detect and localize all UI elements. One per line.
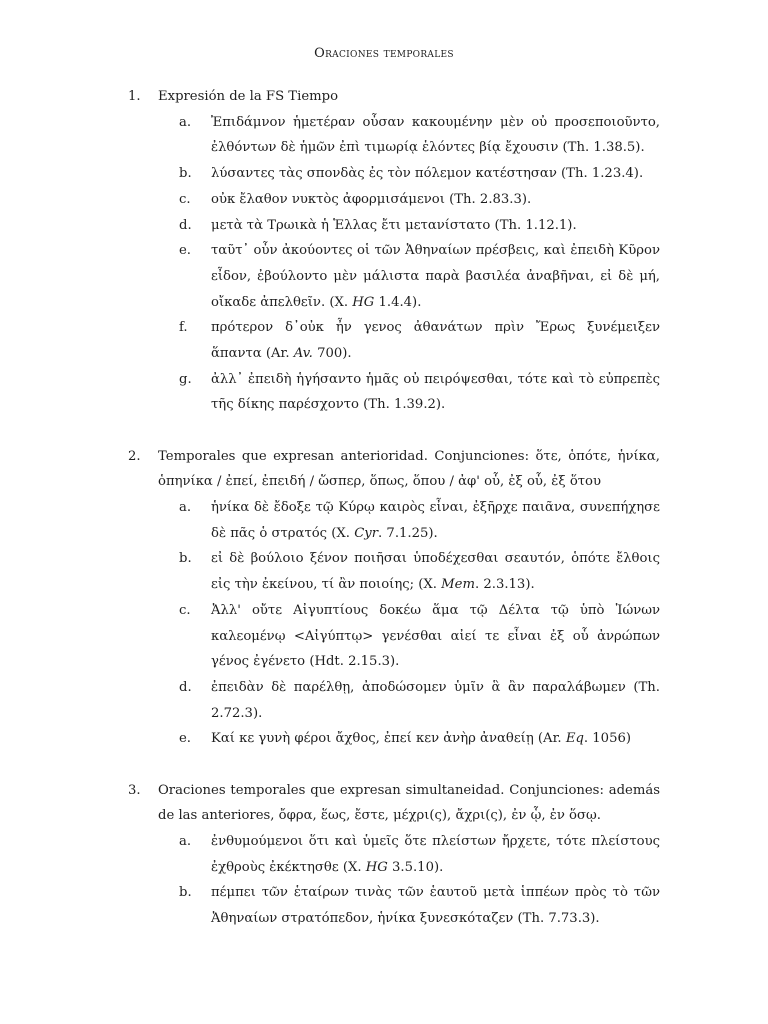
item-letter: c. [179, 602, 191, 618]
section-heading-text: Expresión de la FS Tiempo [158, 89, 339, 104]
section-2 [128, 444, 660, 752]
item-text: ἀλλ᾽ ἐπειδὴ ἡγήσαντο ἡμᾶς οὐ πειρόψεσθαι, τότε καὶ τὸ εὐπρεπὲς τῆς δίκης παρέσχοντο (Th. 1.39.2). [211, 371, 660, 413]
section-3 [128, 778, 660, 932]
item-letter: a. [179, 114, 192, 130]
item-letter: d. [179, 679, 192, 695]
list-item [128, 367, 660, 418]
section-heading-text: Temporales que expresan anterioridad. Conjunciones: ὅτε, ὁπότε, ἡνίκα, ὁπηνίκα / ἐπεί, ἐπειδή / ὥσπερ, ὅπως, ὅπου / ἀφ' οὗ, ἐξ οὗ, ἐξ ὅτου [158, 448, 660, 490]
item-text: 1.4.4). [374, 294, 422, 310]
section-heading-text: Oraciones temporales que expresan simultaneidad. Conjunciones: además de las anteriores, ὄφρα, ἕως, ἔστε, μέχρι(ς), ἄχρι(ς), ἐν ᾧ, ἐν ὅσῳ. [158, 782, 660, 824]
example-list [128, 829, 660, 932]
item-text: πέμπει τῶν ἑταίρων τινὰς τῶν ἑαυτοῦ μετὰ ἱππέων πρὸς τὸ τῶν Ἀθηναίων στρατόπεδον, ἡνίκα ξυνεσκόταζεν (Th. 7.73.3). [211, 885, 660, 927]
list-item [128, 546, 660, 597]
list-item [128, 315, 660, 366]
item-letter: g. [179, 371, 192, 387]
item-text: 700). [312, 346, 352, 362]
example-list [128, 495, 660, 752]
item-text: . 2.3.13). [474, 577, 535, 593]
item-text: ἐνθυμούμενοι ὅτι καὶ ὑμεῖς ὅτε πλείστων ἤρχετε, τότε πλείστους ἐχθροὺς ἐκέκτησθε (X. [211, 833, 660, 875]
item-letter: a. [179, 833, 192, 849]
work-abbrev: Av. [293, 346, 313, 362]
section-1 [128, 84, 660, 418]
item-text: . 7.1.25). [378, 525, 438, 541]
item-text: πρότερον δ᾽οὐκ ἦν γενος ἀθανάτων πρὶν Ἔρως ξυνέμειξεν ἅπαντα (Ar. [211, 320, 660, 362]
item-text: εἰ δὲ βούλοιο ξένον ποιῆσαι ὑποδέχεσθαι σεαυτόν, ὁπότε ἔλθοις εἰς τὴν ἐκείνου, τί ἂν ποιοίης; (X. [211, 551, 660, 593]
item-letter: f. [179, 320, 188, 336]
item-text: Ἐπιδάμνον ἡμετέραν οὖσαν κακουμένην μὲν οὐ προσεποιοῦντο, ἐλθόντων δὲ ἡμῶν ἐπὶ τιμωρίᾳ ἑλόντες βίᾳ ἔχουσιν (Th. 1.38.5). [211, 114, 660, 156]
list-item [128, 829, 660, 880]
section-number: 2. [128, 448, 141, 464]
work-abbrev: HG [365, 859, 388, 875]
work-abbrev: Cyr [354, 525, 379, 541]
item-letter: e. [179, 243, 191, 259]
section-heading [128, 778, 660, 829]
item-text: ἡνίκα δὲ ἔδοξε τῷ Κύρῳ καιρὸς εἶναι, ἐξῆρχε παιᾶνα, συνεπήχησε δὲ πᾶς ὁ στρατός (X. [211, 500, 660, 541]
item-letter: e. [179, 731, 191, 747]
item-text: ἐπειδὰν δὲ παρέλθῃ, ἀποδώσομεν ὑμῖν ἃ ἂν παραλάβωμεν (Th. 2.72.3). [211, 679, 660, 721]
example-list [128, 110, 660, 418]
item-letter: a. [179, 500, 192, 516]
list-item [128, 187, 660, 213]
section-heading [128, 444, 660, 495]
item-text: Καί κε γυνὴ φέροι ἄχθος, ἐπεί κεν ἀνὴρ ἀναθείῃ (Ar. [211, 731, 566, 747]
list-item [128, 726, 660, 752]
item-text: λύσαντες τὰς σπονδὰς ἐς τὸν πόλεμον κατέστησαν (Th. 1.23.4). [211, 166, 644, 182]
item-text: . 1056) [583, 731, 631, 747]
work-abbrev: HG [352, 294, 375, 310]
list-item [128, 880, 660, 931]
list-item [128, 598, 660, 675]
page-title: Oraciones temporales [314, 46, 454, 61]
work-abbrev: Mem [441, 577, 475, 593]
work-abbrev: Eq [565, 731, 584, 747]
document-body [128, 84, 660, 957]
item-letter: d. [179, 217, 192, 233]
list-item [128, 238, 660, 315]
item-text: ταῦτ᾽ οὖν ἀκούοντες οἱ τῶν Ἀθηναίων πρέσβεις, καὶ ἐπειδὴ Κῦρον εἶδον, ἐβούλοντο μὲν μάλιστα παρὰ βασιλέα ἀναβῆναι, εἰ δὲ μή, οἴκαδε ἀπελθεῖν. (X. [211, 243, 660, 310]
item-letter: b. [179, 551, 192, 567]
item-text: οὐκ ἔλαθον νυκτὸς ἀφορμισάμενοι (Th. 2.83.3). [211, 191, 532, 207]
section-heading [128, 84, 660, 110]
item-letter: c. [179, 191, 191, 207]
list-item [128, 675, 660, 726]
item-text: Ἀλλ' οὔτε Αἰγυπτίους δοκέω ἅμα τῷ Δέλτα τῷ ὑπὸ Ἰώνων καλεομένῳ <Αἰγύπτῳ> γενέσθαι αἰεί τε εἶναι ἐξ οὗ ἀνρώπων γένος ἐγένετο (Hdt. 2.15.3). [211, 602, 660, 670]
item-letter: b. [179, 885, 192, 901]
item-text: 3.5.10). [387, 859, 444, 875]
list-item [128, 213, 660, 239]
list-item [128, 495, 660, 546]
section-number: 1. [128, 89, 141, 104]
item-text: μετὰ τὰ Τρωικὰ ἡ Ἑλλας ἔτι μετανίστατο (Th. 1.12.1). [211, 217, 577, 233]
section-number: 3. [128, 782, 141, 798]
list-item [128, 161, 660, 187]
item-letter: b. [179, 166, 192, 182]
list-item [128, 110, 660, 161]
